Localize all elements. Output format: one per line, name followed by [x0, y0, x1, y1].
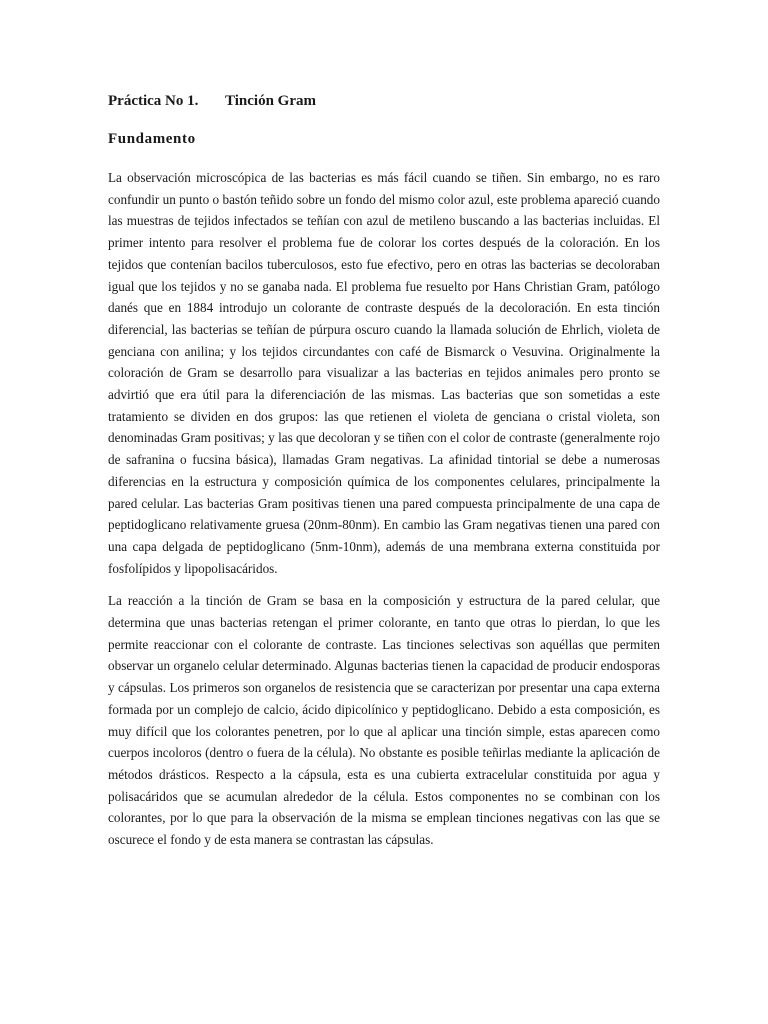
practice-number: Práctica No 1. [108, 93, 199, 109]
practice-title [108, 88, 660, 114]
section-heading: Fundamento [108, 131, 196, 147]
practice-name: Tinción Gram [225, 93, 316, 109]
paragraph-1: La observación microscópica de las bacterias es más fácil cuando se tiñen. Sin embargo, no es raro confundir un punto o bastón teñido sobre un fondo del mismo color azul, este problema apareció cuando las muestras de tejidos infectados se teñían con azul de metileno buscando a las bacterias incluidas. El primer intento para resolver el problema fue de colorar los cortes después de la coloración. En los tejidos que contenían bacilos tuberculosos, esto fue efectivo, pero en otras las bacterias se decoloraban igual que los tejidos y no se ganaba nada. El problema fue resuelto por Hans Christian Gram, patólogo danés que en 1884 introdujo un colorante de contraste después de la decoloración. En esta tinción diferencial, las bacterias se teñían de púrpura oscuro cuando la llamada solución de Ehrlich, violeta de genciana con anilina; y los tejidos circundantes con café de Bismarck o Vesuvina. Originalmente la coloración de Gram se desarrollo para visualizar a las bacterias en tejidos animales pero pronto se advirtió que era útil para la diferenciación de las mismas. Las bacterias que son sometidas a este tratamiento se dividen en dos grupos: las que retienen el violeta de genciana o cristal violeta, son denominadas Gram positivas; y las que decoloran y se tiñen con el color de contraste (generalmente rojo de safranina o fucsina básica), llamadas Gram negativas. La afinidad tintorial se debe a numerosas diferencias en la estructura y composición química de los componentes celulares, principalmente la pared celular. Las bacterias Gram positivas tienen una pared compuesta principalmente de una capa de peptidoglicano relativamente gruesa (20nm-80nm). En cambio las Gram negativas tienen una pared con una capa delgada de peptidoglicano (5nm-10nm), además de una membrana externa constituida por fosfolípidos y lipopolisacáridos. [108, 170, 660, 576]
document-page [108, 88, 660, 851]
paragraph-2: La reacción a la tinción de Gram se basa en la composición y estructura de la pared celular, que determina que unas bacterias retengan el primer colorante, en tanto que otras lo pierdan, lo que les permite reaccionar con el colorante de contraste. Las tinciones selectivas son aquéllas que permiten observar un organelo celular determinado. Algunas bacterias tienen la capacidad de producir endosporas y cápsulas. Los primeros son organelos de resistencia que se caracterizan por presentar una capa externa formada por un complejo de calcio, ácido dipicolínico y peptidoglicano. Debido a esta composición, es muy difícil que los colorantes penetren, por lo que al aplicar una tinción simple, estas aparecen como cuerpos incoloros (dentro o fuera de la célula). No obstante es posible teñirlas mediante la aplicación de métodos drásticos. Respecto a la cápsula, esta es una cubierta extracelular constituida por agua y polisacáridos que se acumulan alrededor de la célula. Estos componentes no se combinan con los colorantes, por lo que para la observación de la misma se emplean tinciones negativas con las que se oscurece el fondo y de esta manera se contrastan las cápsulas. [108, 593, 660, 848]
